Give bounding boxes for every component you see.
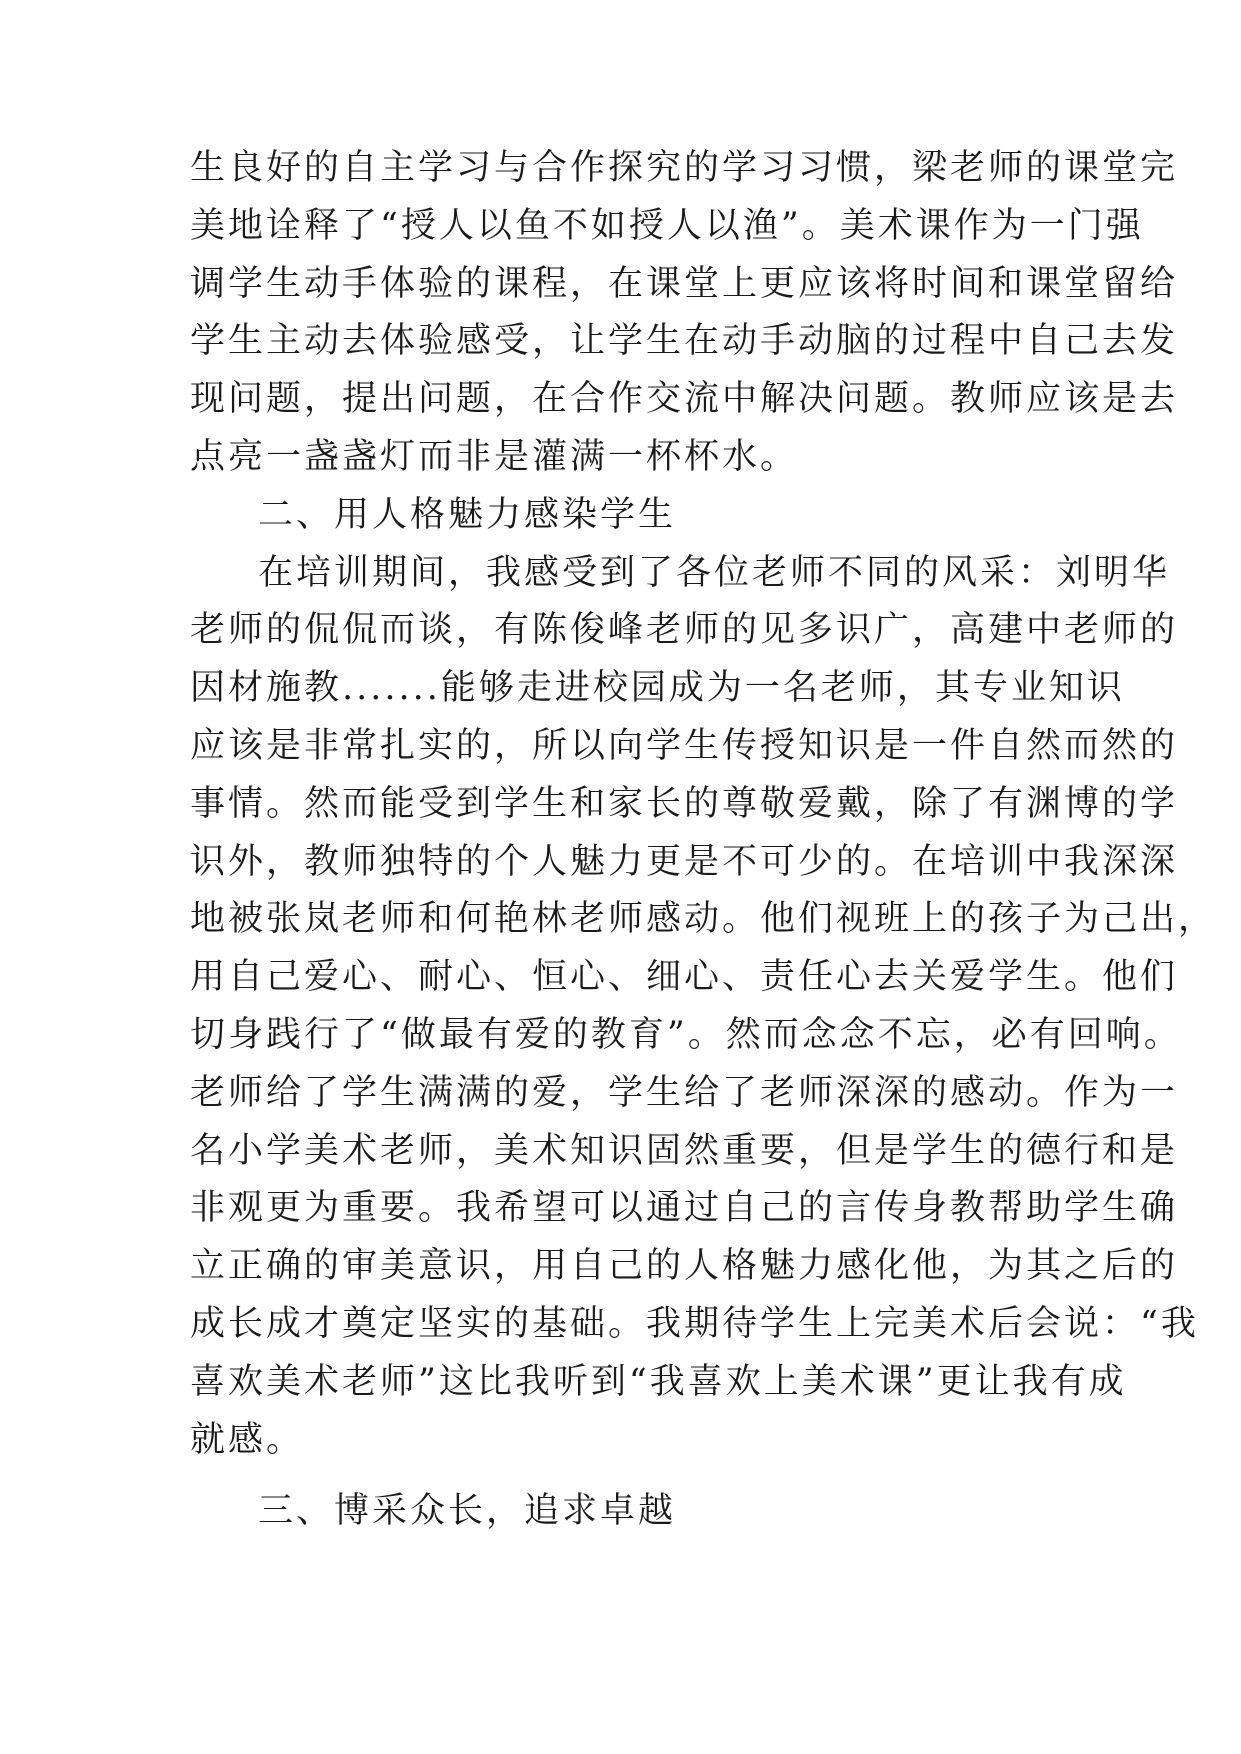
paragraph-line: 因材施教.......能够走进校园成为一名老师，其专业知识 [190,668,1125,709]
paragraph-line: 生良好的自主学习与合作探究的学习习惯，梁老师的课堂完 [190,148,1179,188]
paragraph-line: 调学生动手体验的课程，在课堂上更应该将时间和课堂留给 [190,263,1179,304]
paragraph-line: 老师的侃侃而谈，有陈俊峰老师的见多识广，高建中老师的 [190,610,1179,651]
document-body [190,140,1217,1541]
section-heading: 三、博采众长，追求卓越 [258,1491,677,1532]
paragraph-line: 地被张岚老师和何艳林老师感动。他们视班上的孩子为己出， [190,899,1217,940]
section-heading: 二、用人格魅力感染学生 [258,494,677,535]
paragraph-line: 用自己爱心、耐心、恒心、细心、责任心去关爱学生。他们 [190,957,1179,998]
paragraph-line: 美地诠释了“授人以鱼不如授人以渔”。美术课作为一门强 [190,205,1144,246]
paragraph-line: 应该是非常扎实的，所以向学生传授知识是一件自然而然的 [190,725,1179,766]
paragraph-line: 学生主动去体验感受，让学生在动手动脑的过程中自己去发 [190,321,1179,362]
paragraph-line: 喜欢美术老师”这比我听到“我喜欢上美术课”更让我有成 [190,1361,1127,1402]
paragraph-line: 在培训期间，我感受到了各位老师不同的风采：刘明华 [258,552,1171,593]
paragraph-line: 就感。 [190,1419,305,1460]
paragraph-line: 非观更为重要。我希望可以通过自己的言传身教帮助学生确 [190,1188,1179,1229]
paragraph-line: 事情。然而能受到学生和家长的尊敬爱戴，除了有渊博的学 [190,783,1179,824]
paragraph-line: 切身践行了“做最有爱的教育”。然而念念不忘，必有回响。 [190,1014,1182,1055]
paragraph-line: 识外，教师独特的个人魅力更是不可少的。在培训中我深深 [190,841,1179,882]
paragraph-line: 老师给了学生满满的爱，学生给了老师深深的感动。作为一 [190,1072,1179,1113]
paragraph-line: 立正确的审美意识，用自己的人格魅力感化他，为其之后的 [190,1246,1179,1287]
paragraph-line: 成长成才奠定坚实的基础。我期待学生上完美术后会说：“我 [190,1303,1199,1344]
paragraph-line: 现问题，提出问题，在合作交流中解决问题。教师应该是去 [190,379,1179,420]
paragraph-line: 名小学美术老师，美术知识固然重要，但是学生的德行和是 [190,1130,1179,1171]
paragraph-line: 点亮一盏盏灯而非是灌满一杯杯水。 [190,436,799,477]
